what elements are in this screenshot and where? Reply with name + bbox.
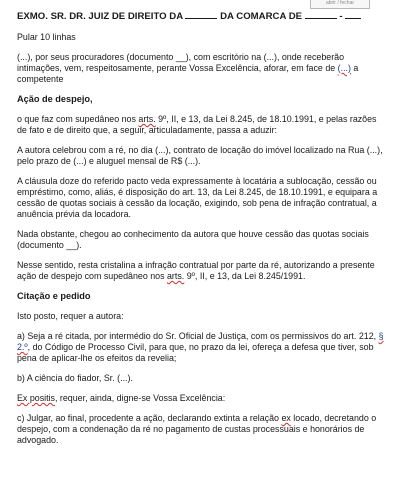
- acao-paragraph-2: A autora celebrou com a ré, no dia (...), contrato de locação do imóvel localizado na Rua (...), pelo prazo de (...) e aluguel mensal de R$ (...).: [17, 145, 383, 166]
- acao-p1-arts: arts.: [138, 114, 156, 124]
- title-part-1: EXMO. SR. DR. JUIZ DE DIREITO DA: [17, 11, 183, 22]
- citacao-paragraph-1: Isto posto, requer a autora:: [17, 311, 124, 321]
- acao-paragraph-5: [17, 260, 386, 282]
- item-c-text-2: locado, decretando o despejo, com a condenação da ré no pagamento de custas processuais e honorários de advogado.: [17, 413, 377, 445]
- acao-p5-arts: arts.: [167, 271, 185, 281]
- acao-paragraph-3: A cláusula doze do referido pacto veda expressamente à locatária a sublocação, cessão ou empréstimo, como, aliás, é disposição do art. 13, da Lei 8.245, de 18.10.1991, e equipara a cessão de quotas sociais à cessão da locação, exigindo, sob pena de infração contratual, a anuência prévia da locadora.: [17, 176, 378, 219]
- skip-lines-note: Pular 10 linhas: [17, 32, 76, 42]
- acao-paragraph-4: Nada obstante, chegou ao conhecimento da autora que houve cessão das quotas sociais (documento __).: [17, 229, 369, 250]
- citacao-heading: Citação e pedido: [17, 291, 91, 301]
- citacao-item-c: [17, 413, 386, 446]
- acao-p1-b: 9º, II, e 13, da Lei 8.245, de 18.10.1991, e pelas razões de fato e de direito que, a seguir, articuladamente, passa a aduzir:: [17, 114, 377, 135]
- intro-end: a competente: [17, 63, 359, 84]
- acao-p1-a: o que faz com supedâneo nos: [17, 114, 139, 124]
- title-part-2: DA COMARCA DE: [220, 11, 303, 22]
- citacao-item-b: b) A ciência do fiador, Sr. (...).: [17, 373, 133, 383]
- title-part-3: -: [339, 11, 343, 22]
- acao-paragraph-1: [17, 114, 386, 136]
- item-a-text-2: , do Código de Processo Civil, para que, no prazo da lei, ofereça a defesa que tiver, sob pena de aplicar-lhe os efeitos da revelia;: [17, 342, 374, 363]
- acao-p5-a: Nesse sentido, resta cristalina a infração contratual por parte da ré, autorizando a presente ação de despejo com supedâneo nos: [17, 260, 375, 281]
- item-a-marked: § 2.º: [17, 331, 384, 352]
- citacao-ex-positis: [17, 393, 386, 404]
- citacao-item-a: [17, 331, 386, 364]
- ex-positis-marked: Ex positis: [17, 393, 55, 403]
- title-blank-2: [305, 9, 337, 19]
- intro-text: (...), por seus procuradores (documento __), com escritório na (...), onde receberão intimações, vem, respeitosamente, perante Vossa Excelência, aforar, em face de: [17, 52, 345, 73]
- item-c-marked: ex: [281, 413, 291, 423]
- title-blank-1: [185, 9, 217, 19]
- acao-p5-b: 9º, II, e 13, da Lei 8.245/1991.: [184, 271, 306, 281]
- ex-positis-rest: , requer, ainda, digne-se Vossa Excelência:: [54, 393, 226, 403]
- document-title: [17, 9, 386, 23]
- intro-marked-text: (...): [337, 63, 351, 73]
- acao-heading: Ação de despejo,: [17, 94, 93, 104]
- item-a-text-1: a) Seja a ré citada, por intermédio do Sr. Oficial de Justiça, com os permissivos do art. 212,: [17, 331, 379, 341]
- title-blank-3: [345, 9, 361, 19]
- corner-tab[interactable]: abrir / fechar: [310, 0, 370, 9]
- item-c-text-1: c) Julgar, ao final, procedente a ação, declarando extinta a relação: [17, 413, 282, 423]
- intro-paragraph: [17, 52, 386, 85]
